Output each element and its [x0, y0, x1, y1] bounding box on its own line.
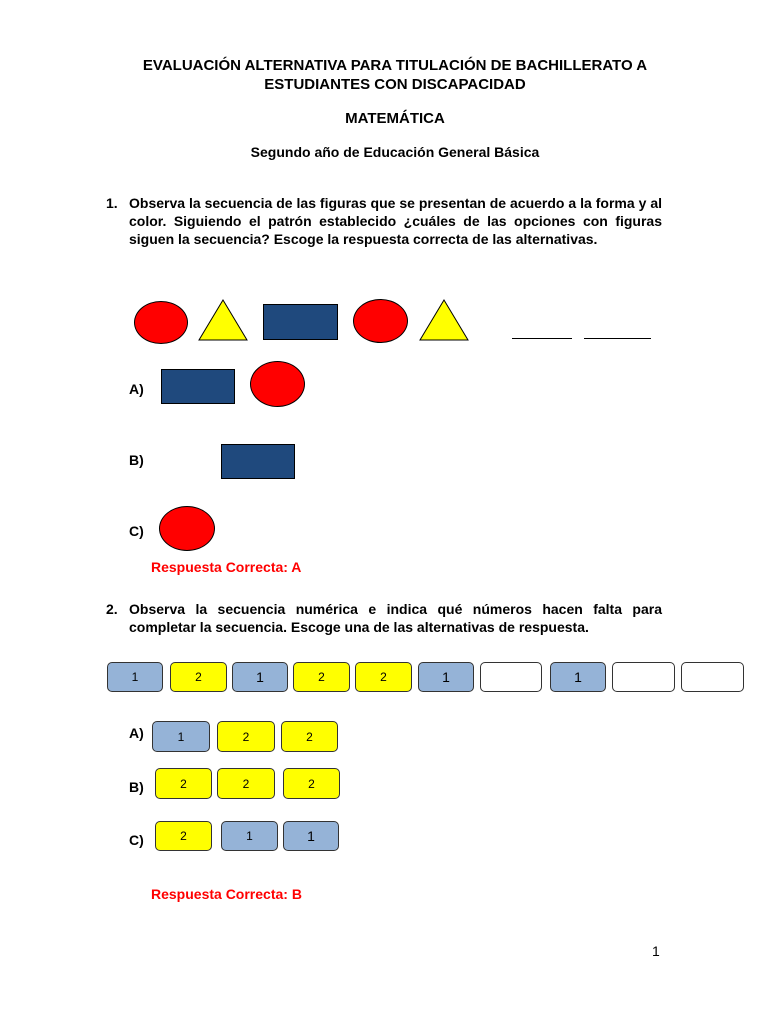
- sequence-box-5: 2: [355, 662, 412, 692]
- sequence-box-10-blank: [681, 662, 744, 692]
- q1-option-b-label: B): [129, 452, 144, 468]
- question-2: [106, 600, 662, 636]
- q2-option-c-box-1: 2: [155, 821, 212, 851]
- q2-option-b-box-3: 2: [283, 768, 340, 799]
- question-1: [106, 194, 662, 248]
- sequence-box-6: 1: [418, 662, 474, 692]
- q2-option-c-label: C): [129, 832, 144, 848]
- sequence-box-7-blank: [480, 662, 542, 692]
- sequence-circle-1: [134, 301, 188, 344]
- sequence-circle-2: [353, 299, 408, 343]
- q2-correct-answer: Respuesta Correcta: B: [151, 886, 302, 902]
- q2-option-a-box-1: 1: [152, 721, 210, 752]
- q2-option-a-box-2: 2: [217, 721, 275, 752]
- sequence-box-1: 1: [107, 662, 163, 692]
- sequence-blank-1: [512, 338, 572, 339]
- q1-option-b-rectangle: [221, 444, 295, 479]
- q2-option-c-box-3: 1: [283, 821, 339, 851]
- question-1-number: 1.: [106, 195, 118, 211]
- doc-title-line2: ESTUDIANTES CON DISCAPACIDAD: [264, 76, 526, 93]
- sequence-box-8: 1: [550, 662, 606, 692]
- doc-title-line1: EVALUACIÓN ALTERNATIVA PARA TITULACIÓN DE BACHILLERATO A: [142, 57, 648, 74]
- sequence-box-4: 2: [293, 662, 350, 692]
- q1-option-c-circle: [159, 506, 215, 551]
- q2-option-a-label: A): [129, 725, 144, 741]
- q1-option-a-circle: [250, 361, 305, 407]
- grade-title: Segundo año de Educación General Básica: [250, 144, 540, 160]
- q2-option-b-label: B): [129, 779, 144, 795]
- q1-correct-answer: Respuesta Correcta: A: [151, 559, 302, 575]
- q2-option-b-box-2: 2: [217, 768, 275, 799]
- sequence-box-3: 1: [232, 662, 288, 692]
- question-2-text: Observa la secuencia numérica e indica qué números hacen falta para completar la secuencia. Escoge una de las alternativas de respuesta.: [129, 601, 662, 635]
- question-1-text: Observa la secuencia de las figuras que se presentan de acuerdo a la forma y al color. Siguiendo el patrón establecido ¿cuáles de las opciones con figuras siguen la secuencia? Escoge la respuesta correcta de las alternativas.: [129, 195, 662, 247]
- sequence-triangle-1: [197, 298, 249, 342]
- page-number: 1: [652, 943, 660, 959]
- subject-title: MATEMÁTICA: [345, 110, 445, 127]
- sequence-blank-2: [584, 338, 651, 339]
- sequence-box-2: 2: [170, 662, 227, 692]
- q1-option-c-label: C): [129, 523, 144, 539]
- sequence-box-9-blank: [612, 662, 675, 692]
- q2-option-c-box-2: 1: [221, 821, 278, 851]
- q2-option-b-box-1: 2: [155, 768, 212, 799]
- q1-option-a-label: A): [129, 381, 144, 397]
- sequence-rectangle-1: [263, 304, 338, 340]
- q1-option-a-rectangle: [161, 369, 235, 404]
- sequence-triangle-2: [418, 298, 470, 342]
- question-2-number: 2.: [106, 601, 118, 617]
- q2-option-a-box-3: 2: [281, 721, 338, 752]
